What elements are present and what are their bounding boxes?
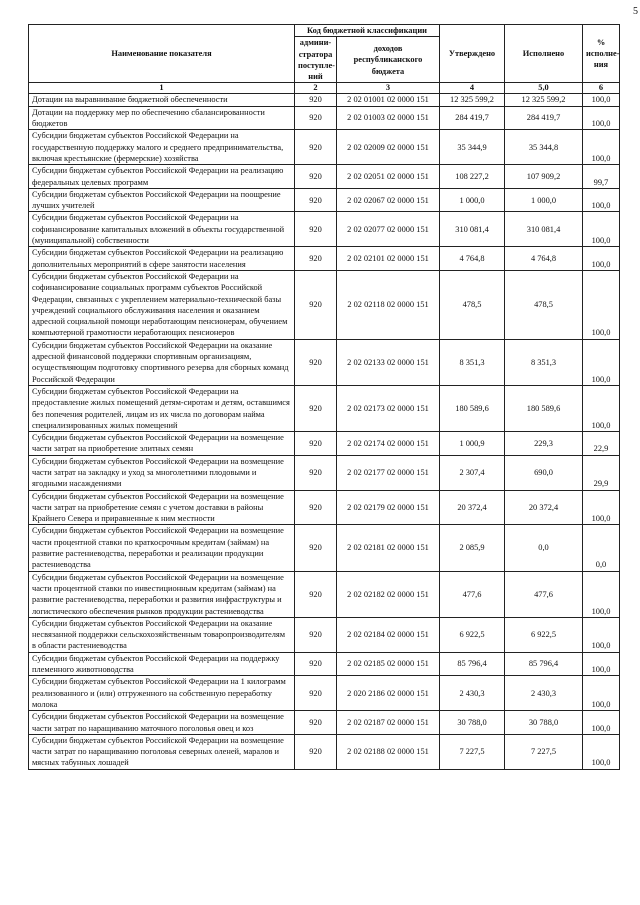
- row-approved: 6 922,5: [440, 617, 505, 652]
- row-admin-code: 920: [295, 165, 337, 189]
- row-admin-code: 920: [295, 490, 337, 525]
- table-row: [29, 432, 620, 456]
- row-admin-code: 920: [295, 94, 337, 106]
- row-income-code: 2 02 02182 02 0000 151: [337, 571, 440, 617]
- row-executed: 107 909,2: [505, 165, 583, 189]
- budget-table: [28, 24, 620, 770]
- row-income-code: 2 02 01003 02 0000 151: [337, 106, 440, 130]
- table-row: [29, 571, 620, 617]
- table-row: [29, 617, 620, 652]
- row-income-code: 2 02 02179 02 0000 151: [337, 490, 440, 525]
- row-percent: 0,0: [583, 525, 620, 571]
- row-approved: 108 227,2: [440, 165, 505, 189]
- row-name: Субсидии бюджетам субъектов Российской Федерации на софинансирование социальных программ субъектов Российской Федерации, связанных с укреплением материально-технической базы учреждений социального обслуживания населения и оказанием адресной социальной помощи неработающим пенсионерам, обучением компьютерной грамотности неработающих пенсионеров: [29, 270, 295, 339]
- page-number: 5: [633, 6, 638, 17]
- header-name: Наименование показателя: [29, 25, 295, 83]
- col-number: 6: [583, 83, 620, 94]
- row-approved: 2 307,4: [440, 455, 505, 490]
- header-pct: % исполнения: [583, 25, 620, 83]
- row-income-code: 2 02 02188 02 0000 151: [337, 734, 440, 769]
- row-name: Субсидии бюджетам субъектов Российской Федерации на оказание адресной финансовой поддержки спортивным организациям, осуществляющим подготовку спортивного резерва для сборных команд Российской Федерации: [29, 339, 295, 385]
- row-admin-code: 920: [295, 270, 337, 339]
- row-admin-code: 920: [295, 106, 337, 130]
- table-row: [29, 247, 620, 271]
- row-income-code: 2 02 02174 02 0000 151: [337, 432, 440, 456]
- table-row: [29, 455, 620, 490]
- row-approved: 477,6: [440, 571, 505, 617]
- table-row: [29, 734, 620, 769]
- row-income-code: 2 02 02187 02 0000 151: [337, 711, 440, 735]
- row-executed: 1 000,0: [505, 188, 583, 212]
- row-admin-code: 920: [295, 247, 337, 271]
- row-admin-code: 920: [295, 652, 337, 676]
- row-percent: 100,0: [583, 270, 620, 339]
- row-income-code: 2 02 02118 02 0000 151: [337, 270, 440, 339]
- table-row: [29, 270, 620, 339]
- row-approved: 310 081,4: [440, 212, 505, 247]
- row-name: Субсидии бюджетам субъектов Российской Федерации на возмещение части затрат на приобретение семян с учетом доставки в районы Крайнего Севера и приравненные к ним местности: [29, 490, 295, 525]
- table-row: [29, 94, 620, 106]
- row-income-code: 2 02 02177 02 0000 151: [337, 455, 440, 490]
- row-percent: 100,0: [583, 734, 620, 769]
- row-executed: 180 589,6: [505, 385, 583, 431]
- row-approved: 2 430,3: [440, 676, 505, 711]
- row-percent: 22,9: [583, 432, 620, 456]
- col-number: 3: [337, 83, 440, 94]
- row-name: Субсидии бюджетам субъектов Российской Федерации на 1 килограмм реализованного и (или) отгруженного на собственную переработку молока: [29, 676, 295, 711]
- row-percent: 29,9: [583, 455, 620, 490]
- header-executed: Исполнено: [505, 25, 583, 83]
- row-approved: 478,5: [440, 270, 505, 339]
- row-admin-code: 920: [295, 617, 337, 652]
- row-name: Дотации на выравнивание бюджетной обеспеченности: [29, 94, 295, 106]
- row-income-code: 2 02 02067 02 0000 151: [337, 188, 440, 212]
- row-admin-code: 920: [295, 676, 337, 711]
- row-name: Субсидии бюджетам субъектов Российской Федерации на поощрение лучших учителей: [29, 188, 295, 212]
- row-approved: 85 796,4: [440, 652, 505, 676]
- row-approved: 35 344,9: [440, 130, 505, 165]
- row-approved: 8 351,3: [440, 339, 505, 385]
- row-name: Субсидии бюджетам субъектов Российской Федерации на возмещение части затрат по наращиванию маточного поголовья овец и коз: [29, 711, 295, 735]
- row-percent: 100,0: [583, 385, 620, 431]
- row-percent: 100,0: [583, 130, 620, 165]
- row-name: Субсидии бюджетам субъектов Российской Федерации на возмещение части затрат на приобретение элитных семян: [29, 432, 295, 456]
- row-executed: 7 227,5: [505, 734, 583, 769]
- row-admin-code: 920: [295, 212, 337, 247]
- col-number: 1: [29, 83, 295, 94]
- row-name: Субсидии бюджетам субъектов Российской Федерации на софинансирование капитальных вложений в объекты государственной (муниципальной) собственности: [29, 212, 295, 247]
- table-row: [29, 652, 620, 676]
- row-percent: 100,0: [583, 212, 620, 247]
- row-executed: 477,6: [505, 571, 583, 617]
- table-row: [29, 212, 620, 247]
- row-admin-code: 920: [295, 711, 337, 735]
- row-admin-code: 920: [295, 455, 337, 490]
- row-income-code: 2 02 02185 02 0000 151: [337, 652, 440, 676]
- row-admin-code: 920: [295, 188, 337, 212]
- row-approved: 30 788,0: [440, 711, 505, 735]
- row-executed: 310 081,4: [505, 212, 583, 247]
- col-number: 4: [440, 83, 505, 94]
- row-percent: 100,0: [583, 652, 620, 676]
- row-admin-code: 920: [295, 432, 337, 456]
- table-row: [29, 711, 620, 735]
- row-approved: 284 419,7: [440, 106, 505, 130]
- row-executed: 690,0: [505, 455, 583, 490]
- table-row: [29, 130, 620, 165]
- row-name: Субсидии бюджетам субъектов Российской Федерации на оказание несвязанной поддержки сельскохозяйственным товаропроизводителям в области растениеводства: [29, 617, 295, 652]
- table-row: [29, 106, 620, 130]
- row-income-code: 2 02 02133 02 0000 151: [337, 339, 440, 385]
- row-income-code: 2 02 02184 02 0000 151: [337, 617, 440, 652]
- row-executed: 85 796,4: [505, 652, 583, 676]
- row-approved: 20 372,4: [440, 490, 505, 525]
- header-kbk: Код бюджетной классификации: [295, 25, 440, 37]
- row-percent: 100,0: [583, 106, 620, 130]
- header-approved: Утверждено: [440, 25, 505, 83]
- row-approved: 7 227,5: [440, 734, 505, 769]
- table-body: [29, 94, 620, 769]
- row-executed: 4 764,8: [505, 247, 583, 271]
- row-name: Субсидии бюджетам субъектов Российской Федерации на государственную поддержку малого и среднего предпринимательства, включая крестьянские (фермерские) хозяйства: [29, 130, 295, 165]
- row-approved: 1 000,0: [440, 188, 505, 212]
- row-percent: 100,0: [583, 247, 620, 271]
- row-percent: 100,0: [583, 188, 620, 212]
- row-executed: 12 325 599,2: [505, 94, 583, 106]
- row-name: Субсидии бюджетам субъектов Российской Федерации на реализацию дополнительных мероприятий в сфере занятости населения: [29, 247, 295, 271]
- row-income-code: 2 02 02077 02 0000 151: [337, 212, 440, 247]
- row-executed: 229,3: [505, 432, 583, 456]
- row-percent: 100,0: [583, 490, 620, 525]
- table-row: [29, 165, 620, 189]
- col-number: 5,0: [505, 83, 583, 94]
- row-name: Субсидии бюджетам субъектов Российской Федерации на возмещение части затрат по наращиванию поголовья северных оленей, маралов и мясных табунных лошадей: [29, 734, 295, 769]
- row-admin-code: 920: [295, 525, 337, 571]
- row-admin-code: 920: [295, 385, 337, 431]
- row-name: Субсидии бюджетам субъектов Российской Федерации на реализацию федеральных целевых программ: [29, 165, 295, 189]
- row-executed: 2 430,3: [505, 676, 583, 711]
- table-row: [29, 339, 620, 385]
- row-executed: 0,0: [505, 525, 583, 571]
- header-income: доходов республиканского бюджета: [337, 37, 440, 83]
- row-executed: 8 351,3: [505, 339, 583, 385]
- row-approved: 180 589,6: [440, 385, 505, 431]
- row-executed: 284 419,7: [505, 106, 583, 130]
- row-admin-code: 920: [295, 130, 337, 165]
- row-admin-code: 920: [295, 571, 337, 617]
- row-percent: 99,7: [583, 165, 620, 189]
- row-admin-code: 920: [295, 339, 337, 385]
- row-name: Дотации на поддержку мер по обеспечению сбалансированности бюджетов: [29, 106, 295, 130]
- row-income-code: 2 02 02009 02 0000 151: [337, 130, 440, 165]
- table-row: [29, 490, 620, 525]
- row-name: Субсидии бюджетам субъектов Российской Федерации на возмещение части процентной ставки по инвестиционным кредитам (займам) на развитие растениеводства, переработки и развития инфраструктуры и логистического обеспечения рынков продукции растениеводства: [29, 571, 295, 617]
- table-row: [29, 188, 620, 212]
- row-executed: 6 922,5: [505, 617, 583, 652]
- row-executed: 30 788,0: [505, 711, 583, 735]
- row-approved: 12 325 599,2: [440, 94, 505, 106]
- row-executed: 478,5: [505, 270, 583, 339]
- row-percent: 100,0: [583, 676, 620, 711]
- row-income-code: 2 02 02101 02 0000 151: [337, 247, 440, 271]
- row-income-code: 2 02 02181 02 0000 151: [337, 525, 440, 571]
- row-approved: 4 764,8: [440, 247, 505, 271]
- header-admin: администратора поступлений: [295, 37, 337, 83]
- row-percent: 100,0: [583, 339, 620, 385]
- row-admin-code: 920: [295, 734, 337, 769]
- row-income-code: 2 020 2186 02 0000 151: [337, 676, 440, 711]
- row-approved: 2 085,9: [440, 525, 505, 571]
- row-name: Субсидии бюджетам субъектов Российской Федерации на возмещение части процентной ставки по краткосрочным кредитам (займам) на развитие растениеводства, переработки и реализации продукции растениеводства: [29, 525, 295, 571]
- table-row: [29, 676, 620, 711]
- row-percent: 100,0: [583, 711, 620, 735]
- row-executed: 35 344,8: [505, 130, 583, 165]
- row-income-code: 2 02 01001 02 0000 151: [337, 94, 440, 106]
- row-name: Субсидии бюджетам субъектов Российской Федерации на предоставление жилых помещений детям-сиротам и детям, оставшимся без попечения родителей, лицам из их числа по договорам найма специализированных жилых помещений: [29, 385, 295, 431]
- row-percent: 100,0: [583, 571, 620, 617]
- row-name: Субсидии бюджетам субъектов Российской Федерации на поддержку племенного животноводства: [29, 652, 295, 676]
- row-approved: 1 000,9: [440, 432, 505, 456]
- row-income-code: 2 02 02173 02 0000 151: [337, 385, 440, 431]
- row-percent: 100,0: [583, 94, 620, 106]
- table-row: [29, 385, 620, 431]
- row-percent: 100,0: [583, 617, 620, 652]
- row-name: Субсидии бюджетам субъектов Российской Федерации на возмещение части затрат на закладку и уход за многолетними плодовыми и ягодными насаждениями: [29, 455, 295, 490]
- col-number: 2: [295, 83, 337, 94]
- table-row: [29, 525, 620, 571]
- row-executed: 20 372,4: [505, 490, 583, 525]
- row-income-code: 2 02 02051 02 0000 151: [337, 165, 440, 189]
